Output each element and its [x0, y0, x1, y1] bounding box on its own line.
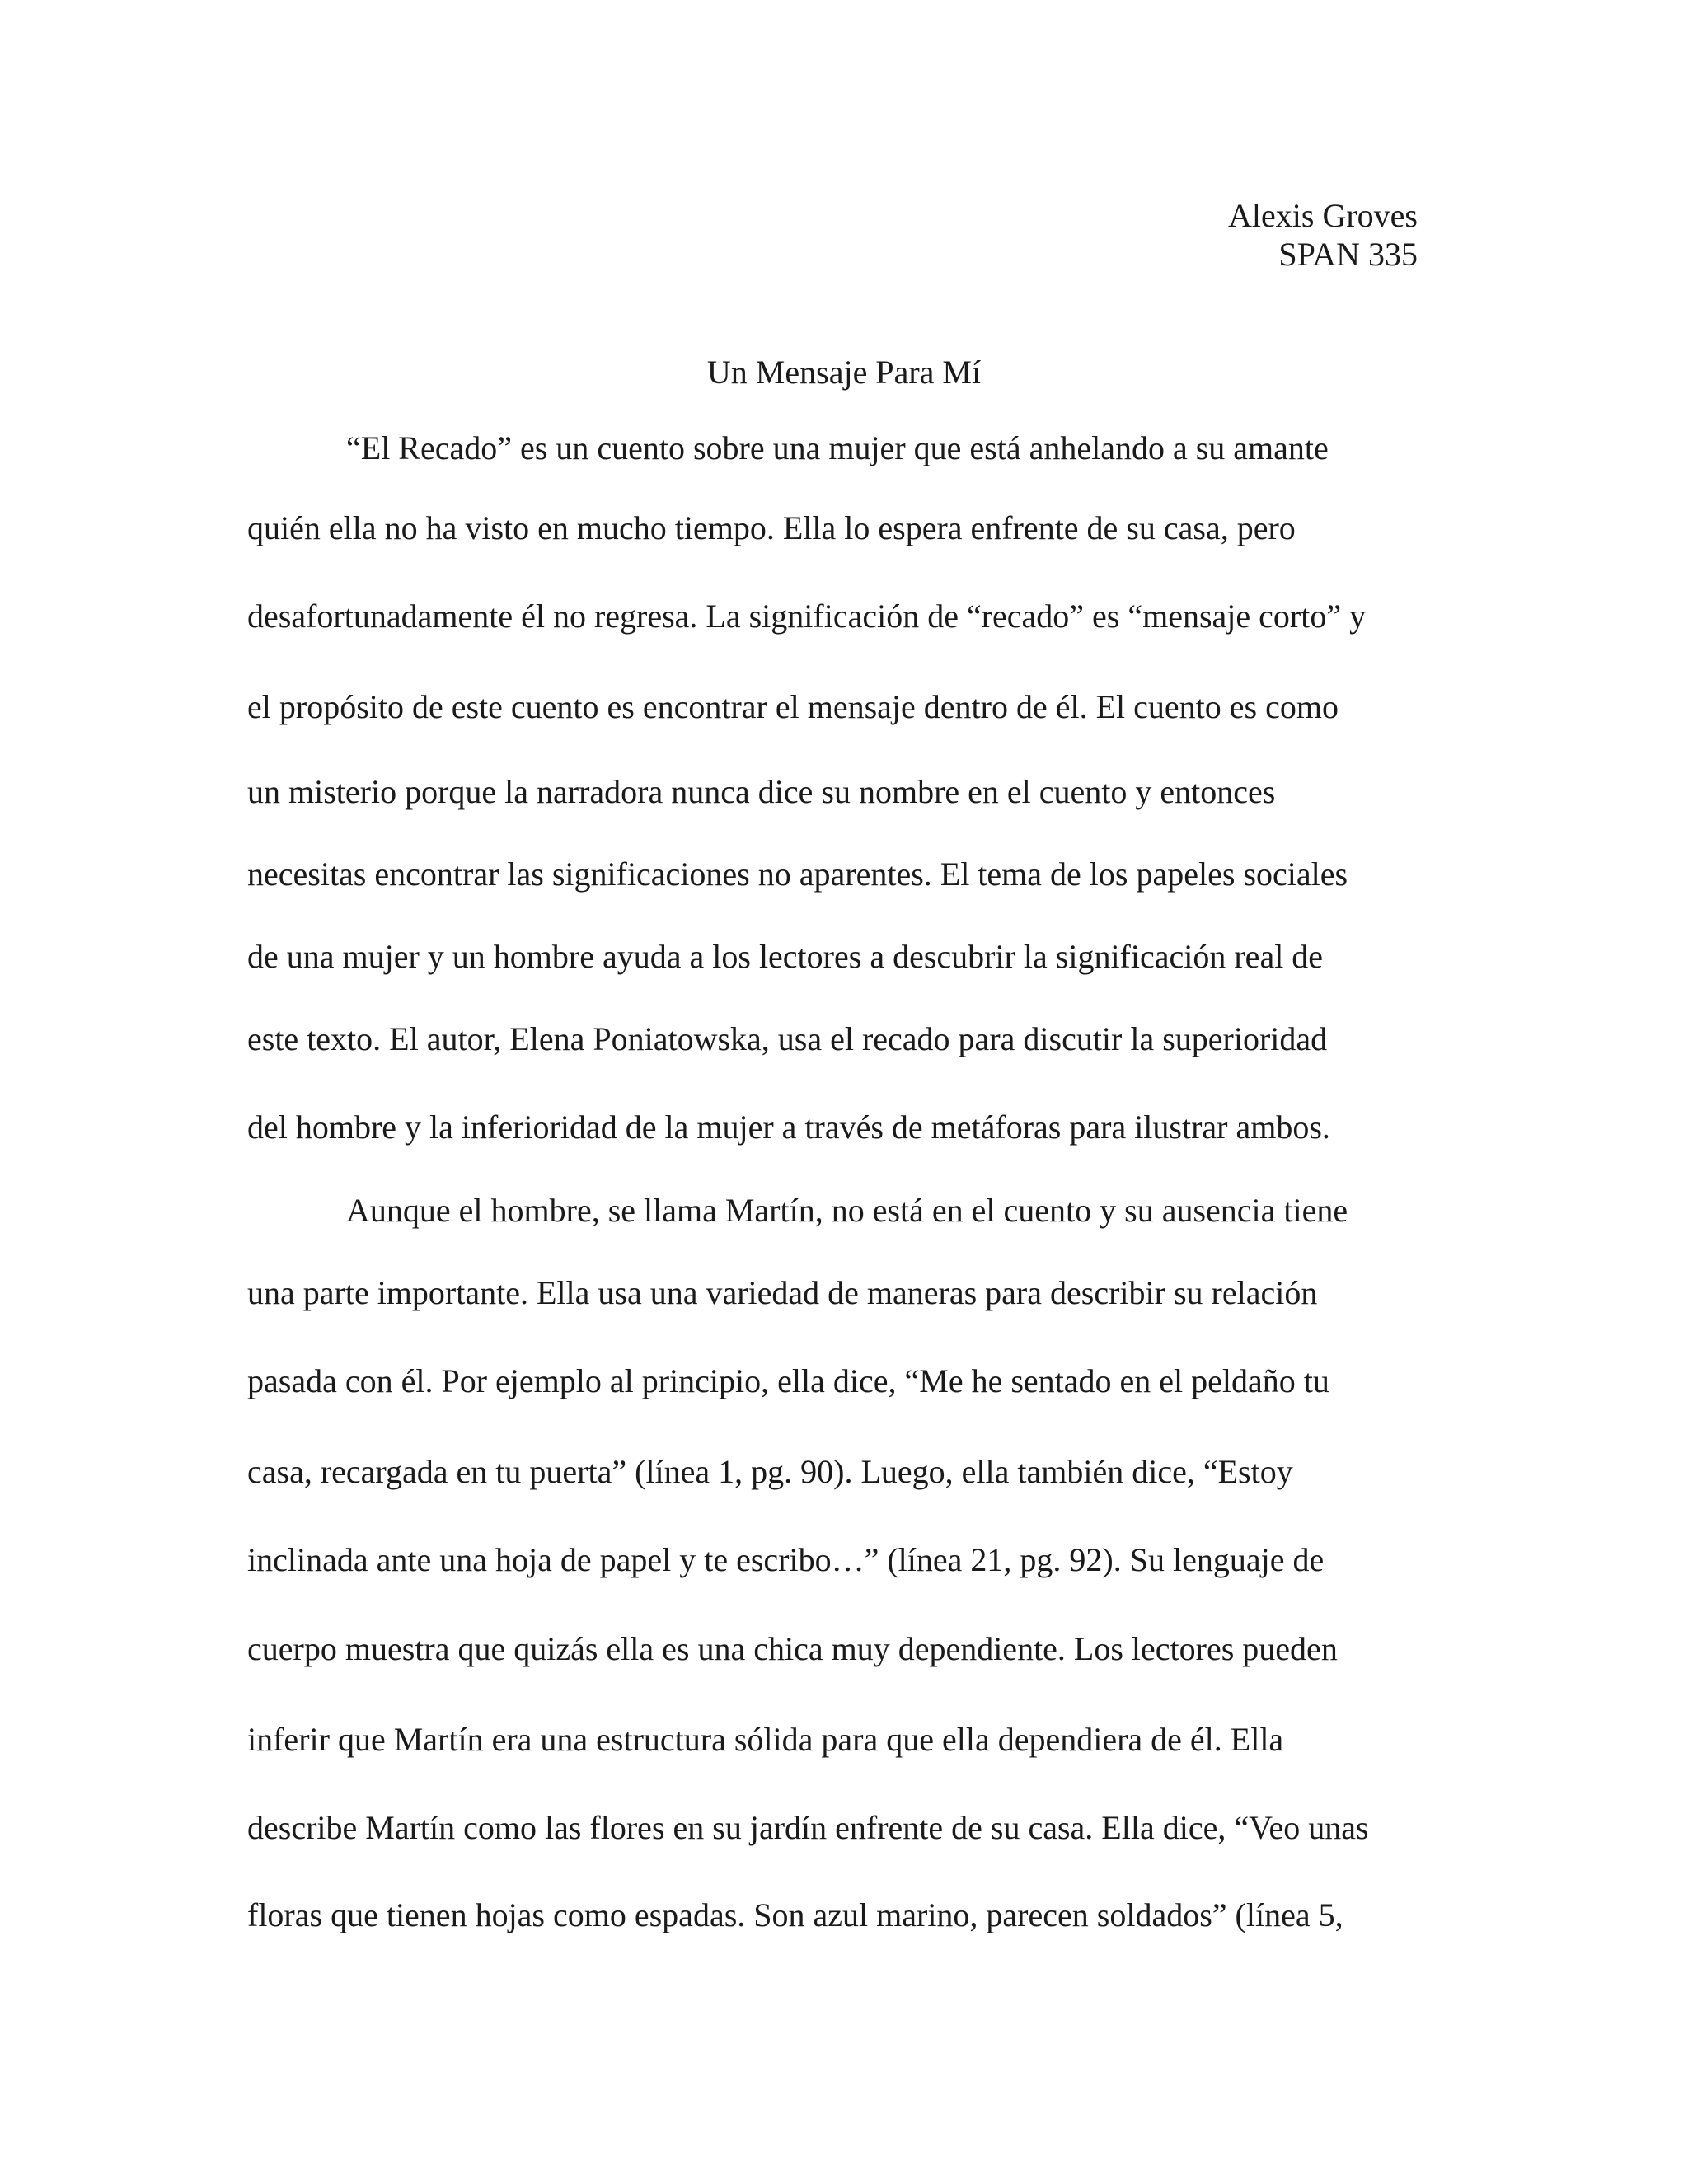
essay-title: Un Mensaje Para Mí — [706, 354, 982, 391]
paragraph-2-line-7: inferir que Martín era una estructura sólida para que ella dependiera de él. Ella — [247, 1721, 1284, 1758]
paragraph-2-line-2: una parte importante. Ella usa una variedad de maneras para describir su relación — [247, 1274, 1318, 1311]
paragraph-1-line-9: del hombre y la inferioridad de la mujer a través de metáforas para ilustrar ambos. — [247, 1108, 1330, 1146]
paragraph-2-line-1: Aunque el hombre, se llama Martín, no está en el cuento y su ausencia tiene — [346, 1192, 1348, 1229]
paragraph-1-line-1: “El Recado” es un cuento sobre una mujer que está anhelando a su amante — [346, 429, 1329, 466]
paragraph-2-line-4: casa, recargada en tu puerta” (línea 1, pg. 90). Luego, ella también dice, “Estoy — [247, 1453, 1293, 1490]
paragraph-1-line-6: necesitas encontrar las significaciones no aparentes. El tema de los papeles sociales — [247, 855, 1348, 893]
paragraph-1-line-2: quién ella no ha visto en mucho tiempo. Ella lo espera enfrente de su casa, pero — [247, 509, 1296, 546]
author-name: Alexis Groves — [1228, 197, 1418, 234]
header-block — [1228, 196, 1418, 274]
paragraph-2-line-9: floras que tienen hojas como espadas. Son azul marino, parecen soldados” (línea 5, — [247, 1896, 1343, 1933]
paragraph-1-line-3: desafortunadamente él no regresa. La significación de “recado” es “mensaje corto” y — [247, 598, 1367, 635]
course-code: SPAN 335 — [1278, 236, 1418, 273]
paragraph-2-line-6: cuerpo muestra que quizás ella es una chica muy dependiente. Los lectores pueden — [247, 1630, 1338, 1667]
paragraph-1-line-8: este texto. El autor, Elena Poniatowska, usa el recado para discutir la superioridad — [247, 1020, 1328, 1057]
paragraph-1-line-4: el propósito de este cuento es encontrar el mensaje dentro de él. El cuento es como — [247, 688, 1339, 725]
paragraph-2-line-5: inclinada ante una hoja de papel y te escribo…” (línea 21, pg. 92). Su lenguaje de — [247, 1541, 1325, 1578]
paragraph-2-line-8: describe Martín como las flores en su jardín enfrente de su casa. Ella dice, “Veo unas — [247, 1809, 1369, 1846]
paragraph-1-line-7: de una mujer y un hombre ayuda a los lectores a descubrir la significación real de — [247, 938, 1324, 975]
paragraph-1-line-5: un misterio porque la narradora nunca dice su nombre en el cuento y entonces — [247, 773, 1276, 810]
paragraph-2-line-3: pasada con él. Por ejemplo al principio, ella dice, “Me he sentado en el peldaño tu — [247, 1362, 1329, 1399]
